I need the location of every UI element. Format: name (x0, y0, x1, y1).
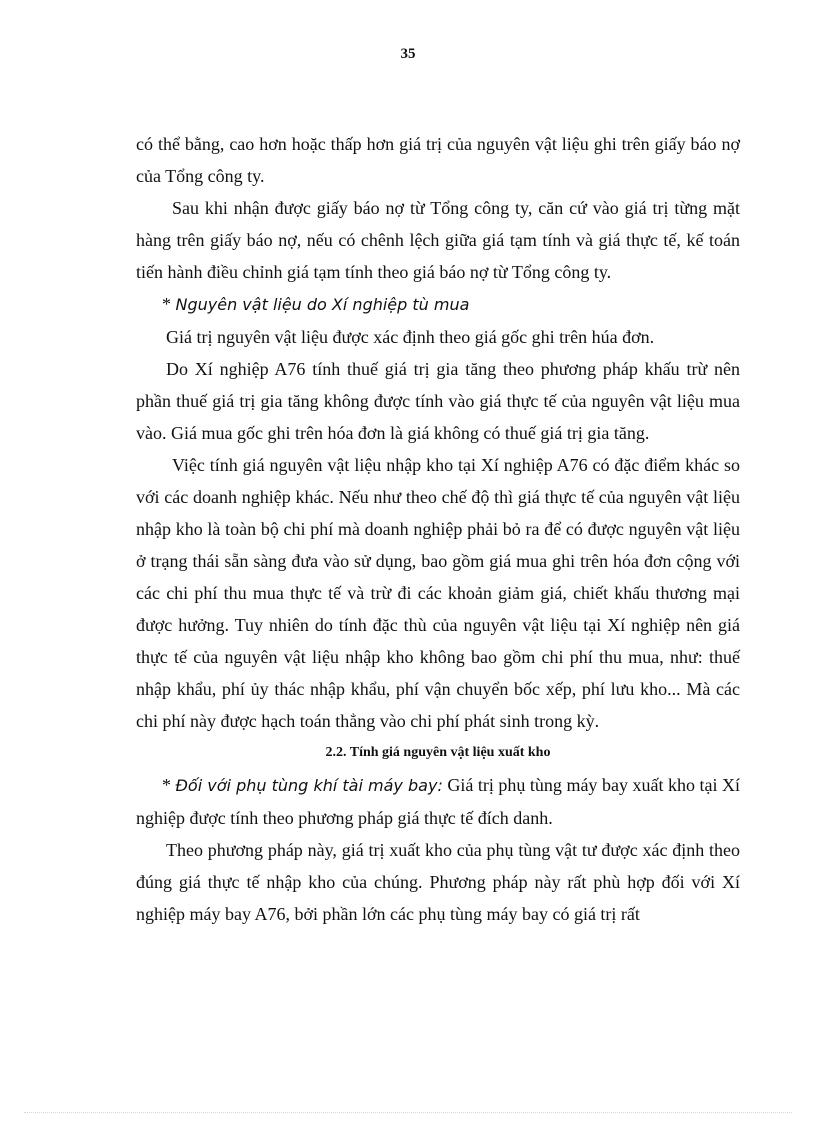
page-bottom-divider (24, 1112, 792, 1113)
paragraph-specific-identification: Theo phương pháp này, giá trị xuất kho của phụ tùng vật tư được xác định theo đúng giá thực tế nhập kho của chúng. Phương pháp này rất phù hợp đối với Xí nghiệp máy bay A76, bởi phần lớn các phụ tùng máy bay có giá trị rất (136, 840, 740, 924)
italic-subheading: Nguyên vật liệu do Xí nghiệp tù mua (175, 295, 470, 314)
section-heading: 2.2. Tính giá nguyên vật liệu xuất kho (325, 745, 551, 760)
paragraph-original-cost: Giá trị nguyên vật liệu được xác định theo giá gốc ghi trên húa đơn. (166, 327, 655, 347)
document-body (136, 128, 740, 930)
paragraph-vat-method: Do Xí nghiệp A76 tính thuế giá trị gia tăng theo phương pháp khấu trừ nên phần thuế giá trị gia tăng không được tính vào giá thực tế của nguyên vật liệu mua vào. Giá mua gốc ghi trên hóa đơn là giá không có thuế giá trị gia tăng. (136, 359, 740, 443)
bullet-marker: * (162, 294, 176, 314)
paragraph-text: Giá trị phụ tùng máy bay xuất kho tại Xí nghiệp được tính theo phương pháp giá thực tế đích danh. (136, 775, 741, 828)
bullet-marker: * (162, 775, 176, 795)
page-number: 35 (400, 46, 416, 62)
paragraph-aircraft-parts (136, 769, 740, 834)
paragraph-debit-note-adjustment: Sau khi nhận được giấy báo nợ từ Tổng công ty, căn cứ vào giá trị từng mặt hàng trên giấy báo nợ, nếu có chênh lệch giữa giá tạm tính và giá thực tế, kế toán tiến hành điều chỉnh giá tạm tính theo giá báo nợ từ Tổng công ty. (136, 198, 740, 282)
paragraph-self-purchased-materials (136, 288, 740, 321)
italic-subheading: Đối với phụ tùng khí tài máy bay: (175, 776, 443, 795)
paragraph-continuation: có thể bằng, cao hơn hoặc thấp hơn giá trị của nguyên vật liệu ghi trên giấy báo nợ của Tổng công ty. (136, 134, 740, 186)
paragraph-import-pricing: Việc tính giá nguyên vật liệu nhập kho tại Xí nghiệp A76 có đặc điểm khác so với các doanh nghiệp khác. Nếu như theo chế độ thì giá thực tế của nguyên vật liệu nhập kho là toàn bộ chi phí mà doanh nghiệp phải bỏ ra để có được nguyên vật liệu ở trạng thái sẵn sàng đưa vào sử dụng, bao gồm giá mua ghi trên hóa đơn cộng với các chi phí thu mua thực tế và trừ đi các khoản giảm giá, chiết khấu thương mại được hưởng. Tuy nhiên do tính đặc thù của nguyên vật liệu tại Xí nghiệp nên giá thực tế của nguyên vật liệu nhập kho không bao gồm chi phí thu mua, như: thuế nhập khẩu, phí ủy thác nhập khẩu, phí vận chuyển bốc xếp, phí lưu kho... Mà các chi phí này được hạch toán thẳng vào chi phí phát sinh trong kỳ. (136, 455, 740, 731)
